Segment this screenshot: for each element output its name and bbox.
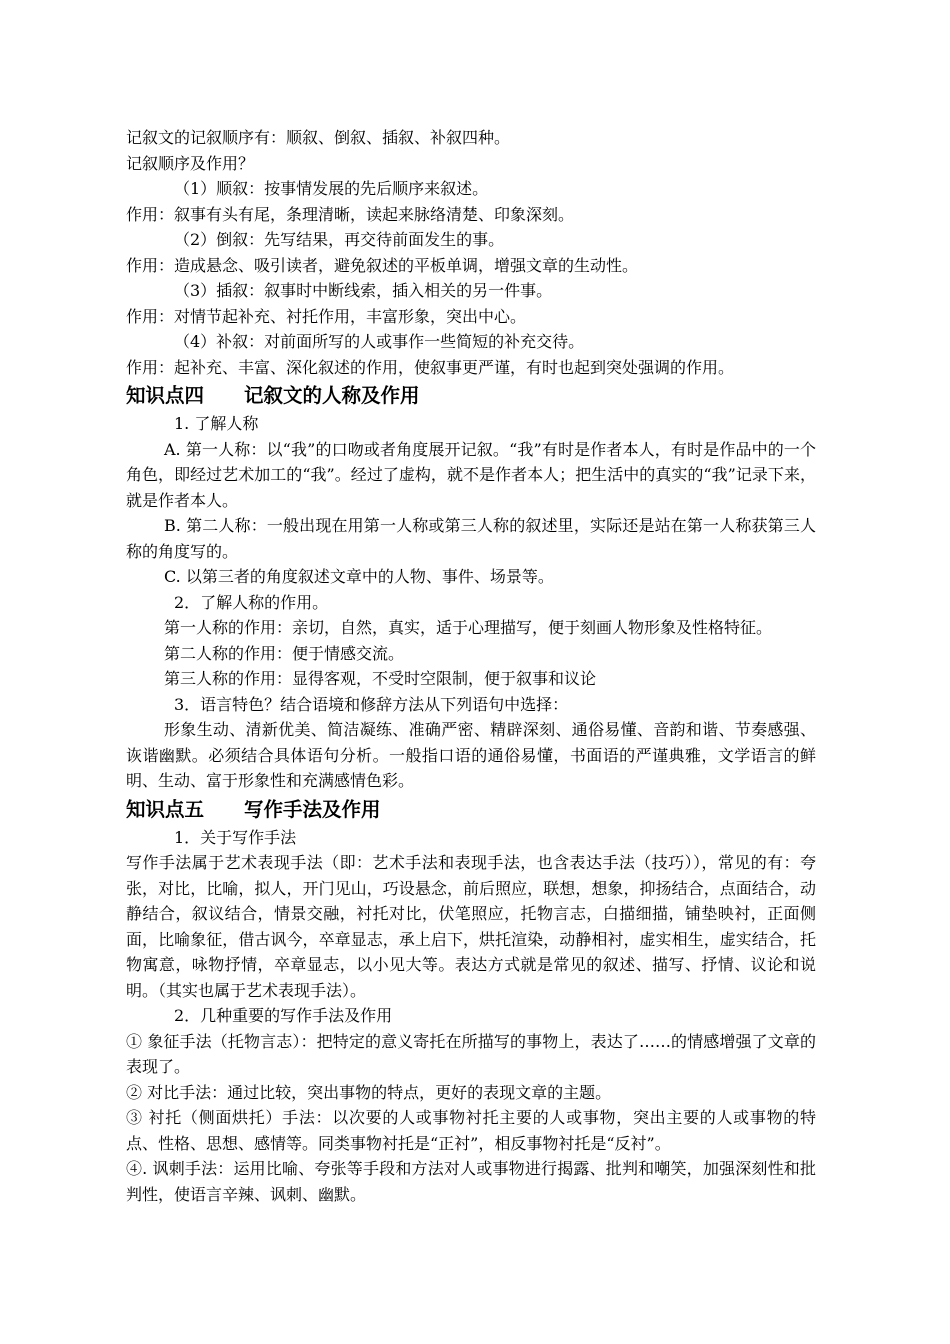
section-five-label: 知识点五: [126, 797, 205, 821]
contrast-paragraph: ② 对比手法：通过比较，突出事物的特点，更好的表现文章的主题。: [126, 1082, 612, 1102]
person-subheading-1: 1. 了解人称: [174, 414, 259, 433]
technique-body-paragraph: 写作手法属于艺术表现手法（即：艺术手法和表现手法，也含表达手法（技巧）），常见的有：夸张，对比，比喻，拟人，开门见山，巧设悬念，前后照应，联想，想象，抑扬结合，点面结合，动静结合，叙议结合，情景交融，衬托对比，伏笔照应，托物言志，白描细描，铺垫映衬，正面侧面，比喻象征，借古讽今，卒章显志，承上启下，烘托渲染，动静相衬，虚实相生，虚实结合，托物寓意，咏物抒情，卒章显志，以小见大等。表达方式就是常见的叙述、描写、抒情、议论和说明。（其实也属于艺术表现手法）。: [126, 853, 816, 1000]
chronological-definition: （1）顺叙：按事情发展的先后顺序来叙述。: [174, 179, 489, 198]
section-five-title: 写作手法及作用: [244, 797, 381, 821]
interpolation-effect: 作用：对情节起补充、衬托作用，丰富形象，突出中心。: [126, 306, 527, 326]
foil-paragraph: ③ 衬托（侧面烘托）手法：以次要的人或事物衬托主要的人或事物，突出主要的人或事物的特点、性格、思想、感情等。同类事物衬托是“正衬”，相反事物衬托是“反衬”。: [126, 1108, 816, 1153]
section-four-label: 知识点四: [126, 384, 205, 407]
third-person-effect: 第三人称的作用：显得客观，不受时空限制，便于叙事和议论: [164, 669, 597, 688]
flashback-effect: 作用：造成悬念、吸引读者，避免叙述的平板单调，增强文章的生动性。: [126, 255, 639, 275]
narrative-order-intro: 记叙文的记叙顺序有：顺叙、倒叙、插叙、补叙四种。: [126, 128, 511, 147]
language-features-paragraph: 形象生动、清新优美、简洁凝练、准确严密、精辟深刻、通俗易懂、音韵和谐、节奏感强、诙谐幽默。必须结合具体语句分析。一般指口语的通俗易懂，书面语的严谨典雅，文学语言的鲜明、生动、富于形象性和充满感情色彩。: [126, 720, 816, 790]
language-subheading: 3．语言特色？结合语境和修辞方法从下列语句中选择：: [174, 694, 569, 714]
second-person-paragraph: B. 第二人称：一般出现在用第一人称或第三人称的叙述里，实际还是站在第一人称获第三人称的角度写的。: [126, 516, 816, 561]
supplement-effect: 作用：起补充、丰富、深化叙述的作用，使叙事更严谨，有时也起到突处强调的作用。: [126, 357, 735, 377]
third-person-paragraph: C. 以第三者的角度叙述文章中的人物、事件、场景等。: [164, 567, 554, 586]
section-four-title: 记叙文的人称及作用: [244, 384, 420, 407]
technique-subheading-1: 1．关于写作手法: [174, 827, 297, 847]
person-subheading-2: 2．了解人称的作用。: [174, 592, 329, 612]
supplement-definition: （4）补叙：对前面所写的人或事作一些简短的补充交待。: [174, 332, 585, 351]
narrative-order-question: 记叙顺序及作用？: [126, 153, 255, 173]
section-five-heading: [126, 794, 816, 825]
second-person-effect: 第二人称的作用：便于情感交流。: [164, 643, 405, 663]
section-four-heading: [126, 380, 816, 411]
document-page: [126, 125, 816, 1207]
chronological-effect: 作用：叙事有头有尾，条理清晰，读起来脉络清楚、印象深刻。: [126, 204, 575, 224]
technique-subheading-2: 2．几种重要的写作手法及作用: [174, 1006, 393, 1025]
flashback-definition: （2）倒叙：先写结果，再交待前面发生的事。: [174, 230, 505, 249]
first-person-paragraph: A. 第一人称：以“我”的口吻或者角度展开记叙。“我”有时是作者本人，有时是作品中的一个角色，即经过艺术加工的“我”。经过了虚构，就不是作者本人；把生活中的真实的“我”记录下来，就是作者本人。: [126, 439, 816, 510]
first-person-effect: 第一人称的作用：亲切，自然，真实，适于心理描写，便于刻画人物形象及性格特征。: [164, 618, 773, 637]
interpolation-definition: （3）插叙：叙事时中断线索，插入相关的另一件事。: [174, 281, 553, 300]
satire-paragraph: ④. 讽刺手法：运用比喻、夸张等手段和方法对人或事物进行揭露、批判和嘲笑，加强深刻性和批判性，使语言辛辣、讽刺、幽默。: [126, 1159, 816, 1204]
symbolism-paragraph: ① 象征手法（托物言志）：把特定的意义寄托在所描写的事物上，表达了……的情感增强了文章的表现了。: [126, 1031, 816, 1076]
